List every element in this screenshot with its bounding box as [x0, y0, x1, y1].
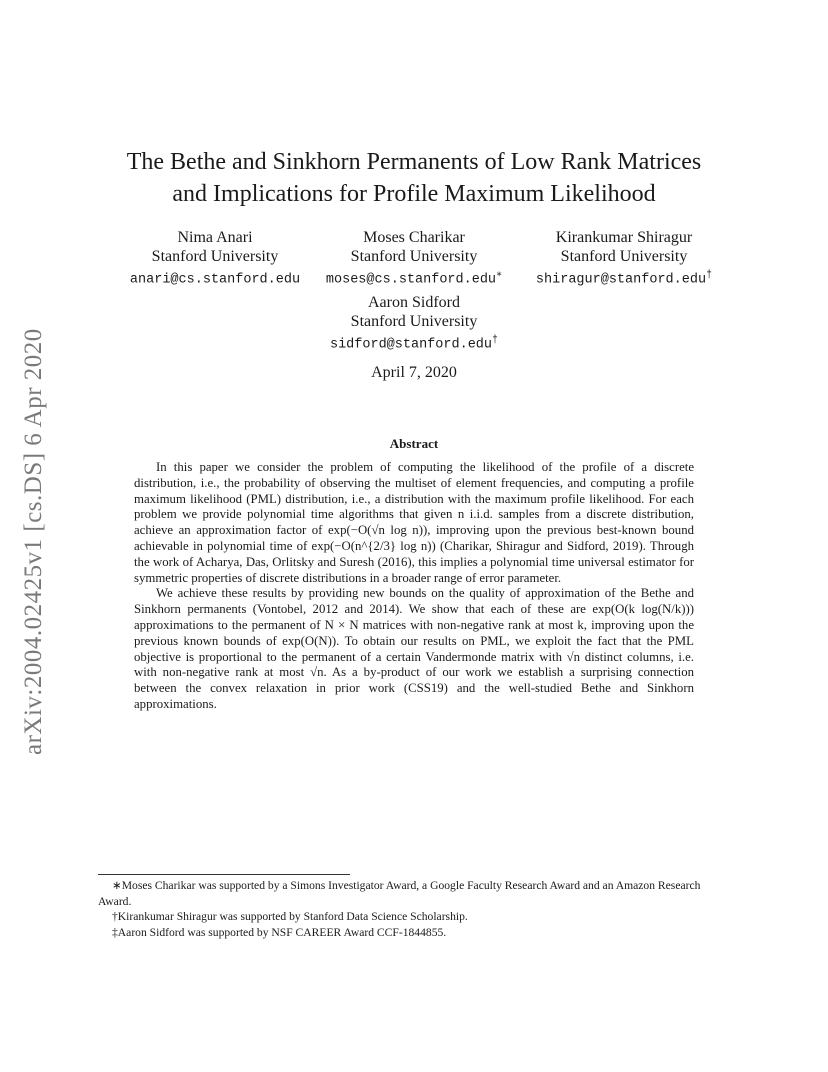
abstract-body	[134, 460, 694, 713]
author-email: sidford@stanford.edu†	[329, 335, 499, 353]
author-email: moses@cs.stanford.edu∗	[325, 270, 503, 288]
author-affiliation: Stanford University	[151, 248, 279, 265]
abstract-paragraph: In this paper we consider the problem of computing the likelihood of the profile of a discrete distribution, i.e., the probability of observing the multiset of element frequencies, and computing a profile maximum likelihood (PML) distribution, i.e., a distribution with the maximum profile likelihood. For each problem we provide polynomial time algorithms that given n i.i.d. samples from a discrete distribution, achieve an approximation factor of exp(−O(√n log n)), improving upon the previous best-known bound achievable in polynomial time of exp(−O(n^{2/3} log n)) (Charikar, Shiragur and Sidford, 2019). Through the work of Acharya, Das, Orlitsky and Suresh (2016), this implies a polynomial time universal estimator for symmetric properties of discrete distributions in a broader range of error parameter.	[134, 460, 694, 585]
author-affiliation: Stanford University	[560, 248, 688, 265]
footnote: ∗Moses Charikar was supported by a Simons Investigator Award, a Google Faculty Research Award and an Amazon Research Award.	[98, 879, 701, 908]
author-name: Aaron Sidford	[368, 294, 460, 311]
author-block	[514, 228, 734, 290]
author-block	[105, 228, 325, 290]
title-line-1: The Bethe and Sinkhorn Permanents of Low Rank Matrices	[126, 149, 702, 175]
abstract-heading: Abstract	[389, 436, 439, 451]
author-name: Nima Anari	[177, 229, 253, 246]
footnote: ‡Aaron Sidford was supported by NSF CAREER Award CCF-1844855.	[112, 925, 447, 939]
author-email: shiragur@stanford.edu†	[535, 270, 713, 288]
footnote: †Kirankumar Shiragur was supported by Stanford Data Science Scholarship.	[112, 910, 468, 923]
footnotes	[98, 878, 734, 940]
paper-date: April 7, 2020	[371, 364, 457, 381]
arxiv-identifier: arXiv:2004.02425v1 [cs.DS] 6 Apr 2020	[20, 328, 47, 755]
author-block	[304, 228, 524, 290]
author-name: Kirankumar Shiragur	[555, 229, 693, 246]
abstract-paragraph: We achieve these results by providing new bounds on the quality of approximation of the Bethe and Sinkhorn permanents (Vontobel, 2012 and 2014). We show that each of these are exp(O(k log(N/k))) approximations to the permanent of N × N matrices with non-negative rank at most k, improving upon the previous known bounds of exp(O(N)). To obtain our results on PML, we exploit the fact that the PML objective is proportional to the permanent of a certain Vandermonde matrix with √n distinct columns, i.e. with non-negative rank at most √n. As a by-product of our work we establish a surprising connection between the convex relaxation in prior work (CSS19) and the well-studied Bethe and Sinkhorn approximations.	[134, 586, 694, 711]
author-affiliation: Stanford University	[350, 248, 478, 265]
author-name: Moses Charikar	[363, 229, 465, 246]
author-email: anari@cs.stanford.edu	[129, 272, 301, 288]
title-line-2: and Implications for Profile Maximum Likelihood	[172, 181, 656, 207]
footnote-rule	[98, 874, 350, 875]
author-affiliation: Stanford University	[350, 313, 478, 330]
author-block	[304, 293, 524, 355]
paper-title	[120, 146, 708, 210]
